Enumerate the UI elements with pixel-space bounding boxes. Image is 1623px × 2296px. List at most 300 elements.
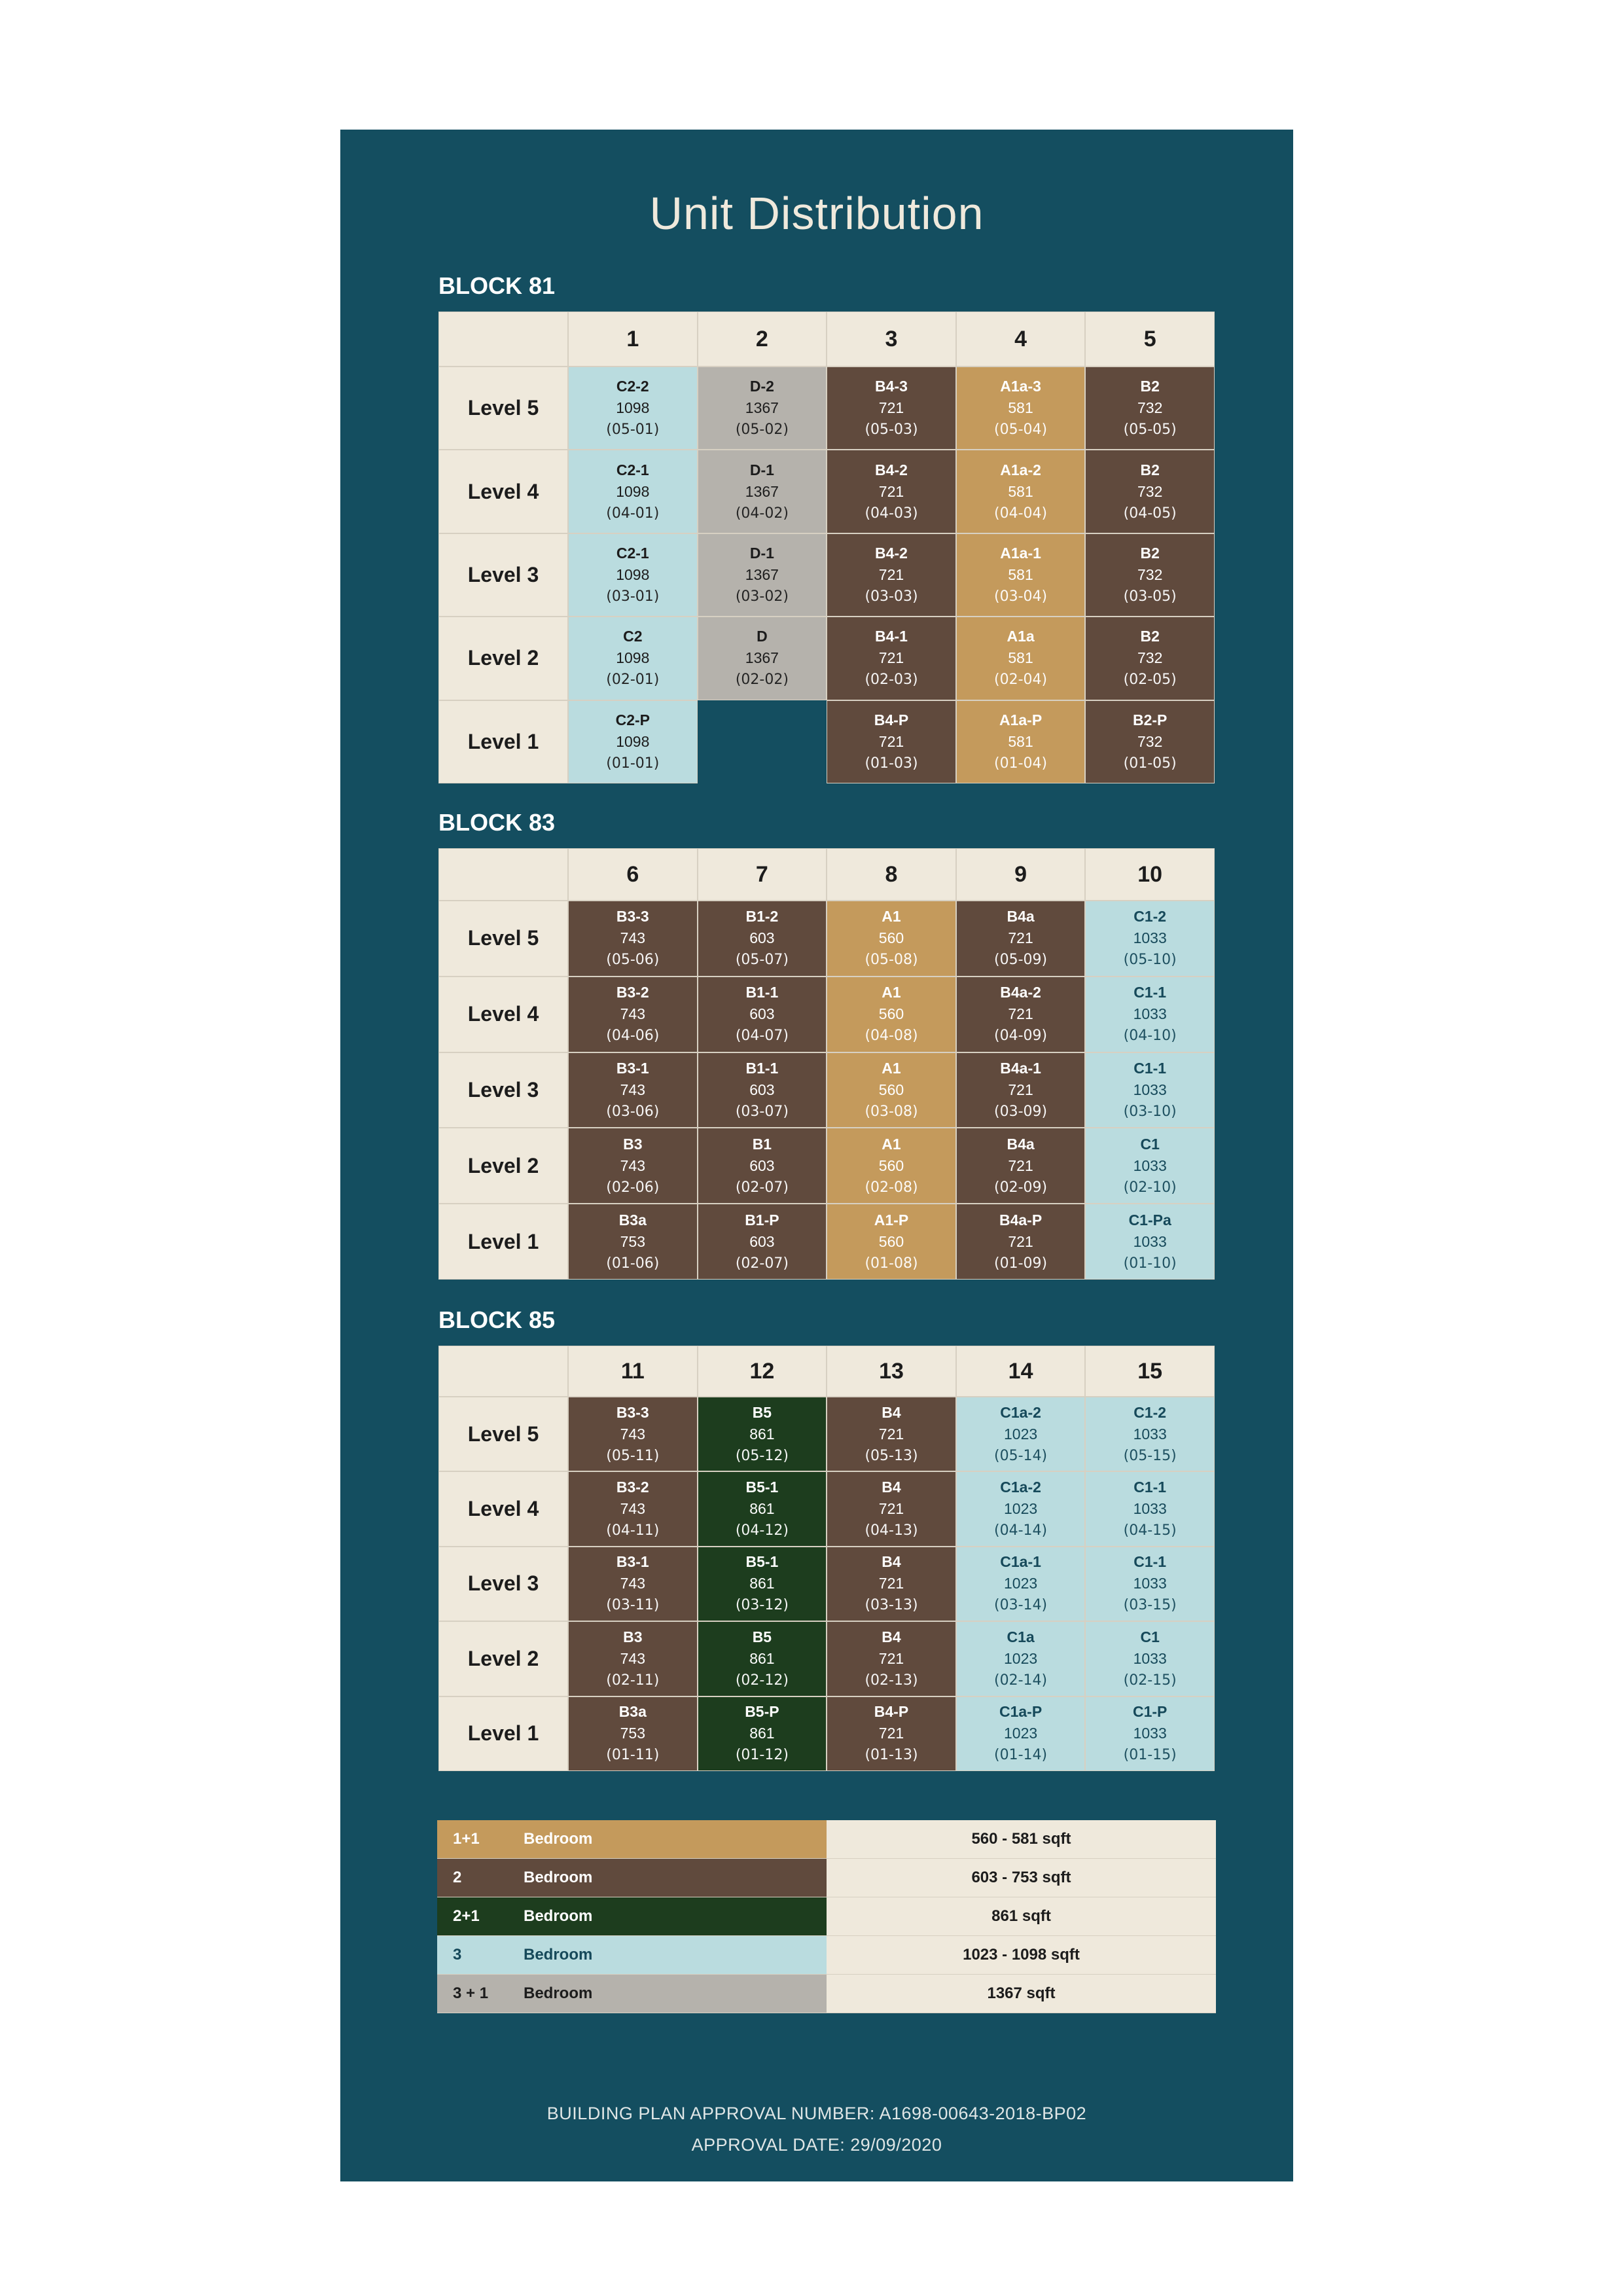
unit-size: 743 [620, 1575, 645, 1592]
level-label: Level 5 [438, 1397, 568, 1471]
column-header: 2 [698, 312, 827, 367]
unit-cell [956, 1621, 1086, 1696]
unit-size: 560 [878, 1232, 904, 1250]
unit-cell [698, 1052, 827, 1128]
unit-cell [568, 1621, 698, 1696]
unit-size: 1023 [1003, 1425, 1038, 1443]
unit-cell [568, 1471, 698, 1546]
unit-cell [956, 1471, 1086, 1546]
unit-size: 1033 [1133, 1157, 1167, 1174]
unit-size: 732 [1137, 649, 1163, 667]
unit-cell [956, 700, 1086, 783]
unit-size: 721 [1008, 929, 1033, 947]
unit-number: (04-06) [606, 1028, 660, 1045]
unit-type: B4-3 [875, 378, 908, 395]
unit-number: (02-04) [994, 672, 1048, 689]
unit-cell [956, 1204, 1086, 1280]
table-corner [438, 1346, 568, 1397]
unit-type: B2-P [1132, 711, 1168, 728]
unit-type: B1 [752, 1135, 772, 1153]
unit-cell [568, 901, 698, 977]
unit-number: (03-03) [865, 588, 918, 605]
column-header: 14 [956, 1346, 1086, 1397]
unit-type: C1a-2 [1000, 1403, 1041, 1421]
unit-size: 743 [620, 1500, 645, 1518]
unit-size: 1098 [616, 482, 650, 500]
unit-number: (03-09) [994, 1103, 1048, 1120]
unit-size: 1023 [1003, 1649, 1038, 1667]
unit-number: (05-10) [1123, 952, 1177, 969]
unit-type: B4-P [874, 1703, 909, 1721]
block-81-label: BLOCK 81 [438, 272, 556, 299]
unit-number: (01-15) [1123, 1747, 1177, 1764]
unit-cell [956, 977, 1086, 1052]
legend-row [437, 1859, 1216, 1897]
unit-type: B5-1 [745, 1553, 779, 1571]
unit-cell [1085, 1052, 1215, 1128]
unit-type: B3-3 [616, 1403, 649, 1421]
unit-size: 581 [1008, 399, 1033, 417]
unit-cell [698, 1696, 827, 1771]
unit-type: C2-1 [616, 461, 649, 478]
unit-type: C2-1 [616, 544, 649, 562]
unit-cell [698, 1471, 827, 1546]
unit-number: (03-08) [865, 1103, 918, 1120]
approval-number: BUILDING PLAN APPROVAL NUMBER: A1698-00643-2018-BP02 [546, 2104, 1087, 2123]
unit-cell [698, 977, 827, 1052]
unit-type: A1a-2 [1000, 461, 1041, 478]
unit-type: A1 [882, 1059, 901, 1077]
unit-number: (02-05) [1123, 672, 1177, 689]
unit-number: (03-12) [735, 1597, 789, 1614]
unit-cell [827, 1204, 956, 1280]
unit-type: B4a [1007, 908, 1035, 925]
unit-cell [827, 1621, 956, 1696]
unit-type: C2-2 [616, 378, 649, 395]
unit-type: B4-P [874, 711, 909, 728]
unit-size: 1033 [1133, 1725, 1167, 1742]
unit-type: D-1 [749, 544, 774, 562]
column-header: 13 [827, 1346, 956, 1397]
unit-size: 1098 [616, 649, 650, 667]
unit-size: 1033 [1133, 1575, 1167, 1592]
unit-cell [956, 533, 1086, 617]
unit-size: 1033 [1133, 1425, 1167, 1443]
unit-cell [1085, 1471, 1215, 1546]
unit-type: C1-1 [1133, 1059, 1167, 1077]
legend-row [437, 1936, 1216, 1975]
unit-number: (02-15) [1123, 1672, 1177, 1689]
unit-number: (01-09) [994, 1255, 1048, 1272]
unit-type: C1-2 [1133, 908, 1167, 925]
column-header: 12 [698, 1346, 827, 1397]
unit-number: (03-05) [1123, 588, 1177, 605]
unit-cell [827, 1128, 956, 1204]
unit-type: C1-1 [1133, 984, 1167, 1001]
unit-cell [956, 1052, 1086, 1128]
unit-size: 743 [620, 1005, 645, 1023]
legend-row [437, 1820, 1216, 1859]
unit-type: D-2 [749, 378, 774, 395]
unit-number: (01-05) [1123, 755, 1177, 772]
unit-type: C1a-2 [1000, 1479, 1041, 1496]
unit-number: (01-01) [606, 755, 660, 772]
unit-number: (01-13) [865, 1747, 918, 1764]
unit-number: (02-13) [865, 1672, 918, 1689]
column-header: 10 [1085, 848, 1215, 901]
legend-bedroom-count: 3 + 1 [437, 1975, 508, 2013]
unit-number: (02-11) [606, 1672, 660, 1689]
unit-cell [698, 1204, 827, 1280]
unit-type: C1-Pa [1128, 1211, 1171, 1229]
unit-cell [568, 1204, 698, 1280]
unit-number: (02-12) [735, 1672, 789, 1689]
unit-size: 721 [878, 1649, 904, 1667]
unit-type: A1 [882, 984, 901, 1001]
unit-type: B5-P [745, 1703, 779, 1721]
unit-cell [568, 533, 698, 617]
unit-size: 603 [749, 1232, 775, 1250]
unit-type: B3 [623, 1135, 643, 1153]
unit-size: 721 [878, 1725, 904, 1742]
unit-size: 861 [749, 1575, 775, 1592]
unit-type: A1-P [874, 1211, 909, 1229]
unit-cell [827, 901, 956, 977]
unit-number: (01-04) [994, 755, 1048, 772]
unit-cell [568, 367, 698, 450]
unit-number: (02-06) [606, 1179, 660, 1196]
legend-size-range: 1367 sqft [827, 1975, 1216, 2013]
level-label: Level 2 [438, 1128, 568, 1204]
unit-number: (05-08) [865, 952, 918, 969]
unit-number: (05-04) [994, 422, 1048, 439]
unit-size: 560 [878, 1157, 904, 1174]
block-81-table [438, 312, 1215, 783]
legend-row [437, 1975, 1216, 2013]
unit-cell [956, 617, 1086, 700]
unit-number: (05-03) [865, 422, 918, 439]
unit-number: (05-13) [865, 1447, 918, 1464]
unit-number: (05-01) [606, 422, 660, 439]
unit-number: (03-14) [994, 1597, 1048, 1614]
unit-cell [827, 1052, 956, 1128]
unit-type: B4 [882, 1628, 901, 1645]
legend-bedroom-count: 1+1 [437, 1820, 508, 1858]
level-label: Level 5 [438, 901, 568, 977]
unit-cell [1085, 901, 1215, 977]
unit-number: (02-07) [735, 1255, 789, 1272]
unit-cell [827, 700, 956, 783]
unit-type: C1 [1140, 1135, 1160, 1153]
unit-cell [956, 367, 1086, 450]
unit-cell [827, 367, 956, 450]
unit-size: 732 [1137, 565, 1163, 583]
unit-cell [827, 617, 956, 700]
unit-type: B4a-P [999, 1211, 1043, 1229]
level-label: Level 4 [438, 977, 568, 1052]
unit-number: (02-14) [994, 1672, 1048, 1689]
unit-cell [827, 1397, 956, 1471]
unit-size: 721 [878, 565, 904, 583]
legend-label: Bedroom [508, 1975, 827, 2013]
unit-type: B4-2 [875, 544, 908, 562]
unit-number: (01-08) [865, 1255, 918, 1272]
unit-cell [1085, 1696, 1215, 1771]
column-header: 4 [956, 312, 1086, 367]
legend-label: Bedroom [508, 1820, 827, 1858]
unit-type: B3a [618, 1211, 647, 1229]
unit-size: 721 [878, 649, 904, 667]
unit-number: (04-15) [1123, 1522, 1177, 1539]
unit-cell [827, 1696, 956, 1771]
legend-size-range: 1023 - 1098 sqft [827, 1936, 1216, 1974]
unit-cell [956, 1547, 1086, 1621]
unit-size: 861 [749, 1500, 775, 1518]
unit-distribution-panel [340, 130, 1293, 2181]
unit-number: (04-01) [606, 505, 660, 522]
unit-size: 603 [749, 1157, 775, 1174]
unit-size: 721 [1008, 1157, 1033, 1174]
unit-number: (02-03) [865, 672, 918, 689]
unit-type: B3-2 [616, 984, 649, 1001]
level-label: Level 4 [438, 450, 568, 533]
level-label: Level 1 [438, 700, 568, 783]
unit-number: (02-09) [994, 1179, 1048, 1196]
unit-number: (03-02) [735, 588, 789, 605]
approval-date: APPROVAL DATE: 29/09/2020 [691, 2135, 942, 2155]
unit-size: 721 [878, 1575, 904, 1592]
unit-type: A1 [882, 1135, 901, 1153]
legend-label: Bedroom [508, 1936, 827, 1974]
unit-number: (05-12) [735, 1447, 789, 1464]
unit-size: 603 [749, 929, 775, 947]
unit-size: 743 [620, 1081, 645, 1098]
legend-bedroom-count: 2 [437, 1859, 508, 1897]
unit-type: B2 [1140, 461, 1160, 478]
unit-type: B3 [623, 1628, 643, 1645]
unit-cell [1085, 617, 1215, 700]
unit-number: (05-11) [606, 1447, 660, 1464]
unit-size: 1033 [1133, 1500, 1167, 1518]
unit-cell [568, 1128, 698, 1204]
block-85-table [438, 1346, 1215, 1771]
unit-size: 861 [749, 1725, 775, 1742]
unit-size: 743 [620, 1157, 645, 1174]
unit-type: B1-2 [745, 908, 779, 925]
unit-type: B2 [1140, 544, 1160, 562]
unit-cell [1085, 1204, 1215, 1280]
unit-size: 581 [1008, 565, 1033, 583]
unit-number: (01-14) [994, 1747, 1048, 1764]
unit-type: B3a [618, 1703, 647, 1721]
unit-cell [956, 450, 1086, 533]
unit-size: 1098 [616, 399, 650, 417]
table-corner [438, 848, 568, 901]
unit-number: (04-10) [1123, 1028, 1177, 1045]
unit-size: 1367 [745, 565, 779, 583]
unit-type: B3-1 [616, 1059, 649, 1077]
unit-size: 721 [878, 482, 904, 500]
unit-type: B4-1 [875, 628, 908, 645]
unit-cell [1085, 700, 1215, 783]
unit-size: 721 [878, 1500, 904, 1518]
unit-type: B4a-1 [1000, 1059, 1041, 1077]
block-83-table [438, 848, 1215, 1280]
unit-type: B4 [882, 1479, 901, 1496]
unit-size: 861 [749, 1649, 775, 1667]
unit-type: B5 [752, 1403, 772, 1421]
unit-number: (01-06) [606, 1255, 660, 1272]
unit-size: 743 [620, 929, 645, 947]
unit-cell [698, 1547, 827, 1621]
empty-cell [698, 700, 827, 783]
legend-label: Bedroom [508, 1897, 827, 1935]
unit-size: 861 [749, 1425, 775, 1443]
unit-type: B1-1 [745, 1059, 779, 1077]
unit-cell [1085, 450, 1215, 533]
unit-type: C1-1 [1133, 1553, 1167, 1571]
unit-cell [568, 700, 698, 783]
unit-size: 1098 [616, 565, 650, 583]
unit-number: (01-10) [1123, 1255, 1177, 1272]
unit-number: (03-13) [865, 1597, 918, 1614]
unit-type: B4-2 [875, 461, 908, 478]
bedroom-legend [437, 1820, 1216, 2013]
block-83-label: BLOCK 83 [438, 809, 556, 836]
unit-cell [568, 1696, 698, 1771]
unit-size: 1023 [1003, 1575, 1038, 1592]
level-label: Level 3 [438, 1547, 568, 1621]
page-title: Unit Distribution [649, 188, 984, 239]
unit-size: 732 [1137, 732, 1163, 750]
unit-size: 721 [1008, 1081, 1033, 1098]
legend-size-range: 560 - 581 sqft [827, 1820, 1216, 1858]
unit-size: 743 [620, 1425, 645, 1443]
unit-size: 581 [1008, 649, 1033, 667]
unit-type: D-1 [749, 461, 774, 478]
legend-label: Bedroom [508, 1859, 827, 1897]
unit-type: C1 [1140, 1628, 1160, 1645]
unit-type: B2 [1140, 378, 1160, 395]
unit-size: 1033 [1133, 929, 1167, 947]
unit-type: B1-P [745, 1211, 779, 1229]
unit-size: 1098 [616, 732, 650, 750]
unit-cell [1085, 367, 1215, 450]
unit-type: B4a-2 [1000, 984, 1041, 1001]
unit-type: A1a-3 [1000, 378, 1041, 395]
unit-number: (02-10) [1123, 1179, 1177, 1196]
unit-type: B4 [882, 1403, 901, 1421]
unit-size: 1367 [745, 482, 779, 500]
unit-type: C1-1 [1133, 1479, 1167, 1496]
unit-cell [698, 450, 827, 533]
unit-type: C1-P [1132, 1703, 1168, 1721]
unit-size: 732 [1137, 399, 1163, 417]
unit-cell [956, 1128, 1086, 1204]
unit-cell [568, 450, 698, 533]
unit-number: (04-05) [1123, 505, 1177, 522]
unit-cell [827, 1547, 956, 1621]
unit-type: B4 [882, 1553, 901, 1571]
level-label: Level 5 [438, 367, 568, 450]
unit-size: 753 [620, 1725, 645, 1742]
unit-cell [568, 617, 698, 700]
unit-size: 560 [878, 929, 904, 947]
unit-cell [827, 977, 956, 1052]
table-corner [438, 312, 568, 367]
unit-cell [956, 1397, 1086, 1471]
unit-size: 1033 [1133, 1232, 1167, 1250]
unit-number: (03-07) [735, 1103, 789, 1120]
unit-cell [827, 450, 956, 533]
unit-size: 721 [1008, 1005, 1033, 1023]
level-label: Level 3 [438, 1052, 568, 1128]
unit-number: (04-12) [735, 1522, 789, 1539]
unit-size: 1033 [1133, 1005, 1167, 1023]
unit-number: (03-11) [606, 1597, 660, 1614]
unit-type: A1a [1007, 628, 1035, 645]
unit-cell [568, 977, 698, 1052]
unit-cell [1085, 1128, 1215, 1204]
unit-size: 603 [749, 1005, 775, 1023]
unit-number: (04-11) [606, 1522, 660, 1539]
legend-size-range: 603 - 753 sqft [827, 1859, 1216, 1897]
unit-type: B3-2 [616, 1479, 649, 1496]
unit-number: (02-02) [735, 672, 789, 689]
unit-size: 743 [620, 1649, 645, 1667]
unit-size: 753 [620, 1232, 645, 1250]
column-header: 6 [568, 848, 698, 901]
unit-size: 721 [878, 732, 904, 750]
unit-cell [827, 1471, 956, 1546]
unit-size: 560 [878, 1005, 904, 1023]
unit-number: (04-02) [735, 505, 789, 522]
unit-size: 1033 [1133, 1649, 1167, 1667]
unit-size: 1023 [1003, 1500, 1038, 1518]
unit-number: (03-04) [994, 588, 1048, 605]
level-label: Level 1 [438, 1204, 568, 1280]
unit-number: (04-08) [865, 1028, 918, 1045]
level-label: Level 3 [438, 533, 568, 617]
unit-size: 1367 [745, 399, 779, 417]
unit-type: B4a [1007, 1135, 1035, 1153]
unit-cell [1085, 1397, 1215, 1471]
unit-type: C2-P [615, 711, 650, 728]
level-label: Level 2 [438, 617, 568, 700]
unit-type: B5 [752, 1628, 772, 1645]
level-label: Level 4 [438, 1471, 568, 1546]
unit-size: 721 [1008, 1232, 1033, 1250]
level-label: Level 1 [438, 1696, 568, 1771]
column-header: 11 [568, 1346, 698, 1397]
column-header: 8 [827, 848, 956, 901]
unit-type: C1-2 [1133, 1403, 1167, 1421]
unit-number: (05-02) [735, 422, 789, 439]
unit-number: (05-15) [1123, 1447, 1177, 1464]
unit-type: B3-3 [616, 908, 649, 925]
unit-number: (01-03) [865, 755, 918, 772]
unit-size: 581 [1008, 482, 1033, 500]
unit-size: 560 [878, 1081, 904, 1098]
unit-size: 603 [749, 1081, 775, 1098]
unit-type: B3-1 [616, 1553, 649, 1571]
unit-size: 721 [878, 1425, 904, 1443]
unit-size: 1023 [1003, 1725, 1038, 1742]
level-label: Level 2 [438, 1621, 568, 1696]
unit-number: (01-12) [735, 1747, 789, 1764]
unit-cell [956, 901, 1086, 977]
unit-type: C2 [623, 628, 643, 645]
